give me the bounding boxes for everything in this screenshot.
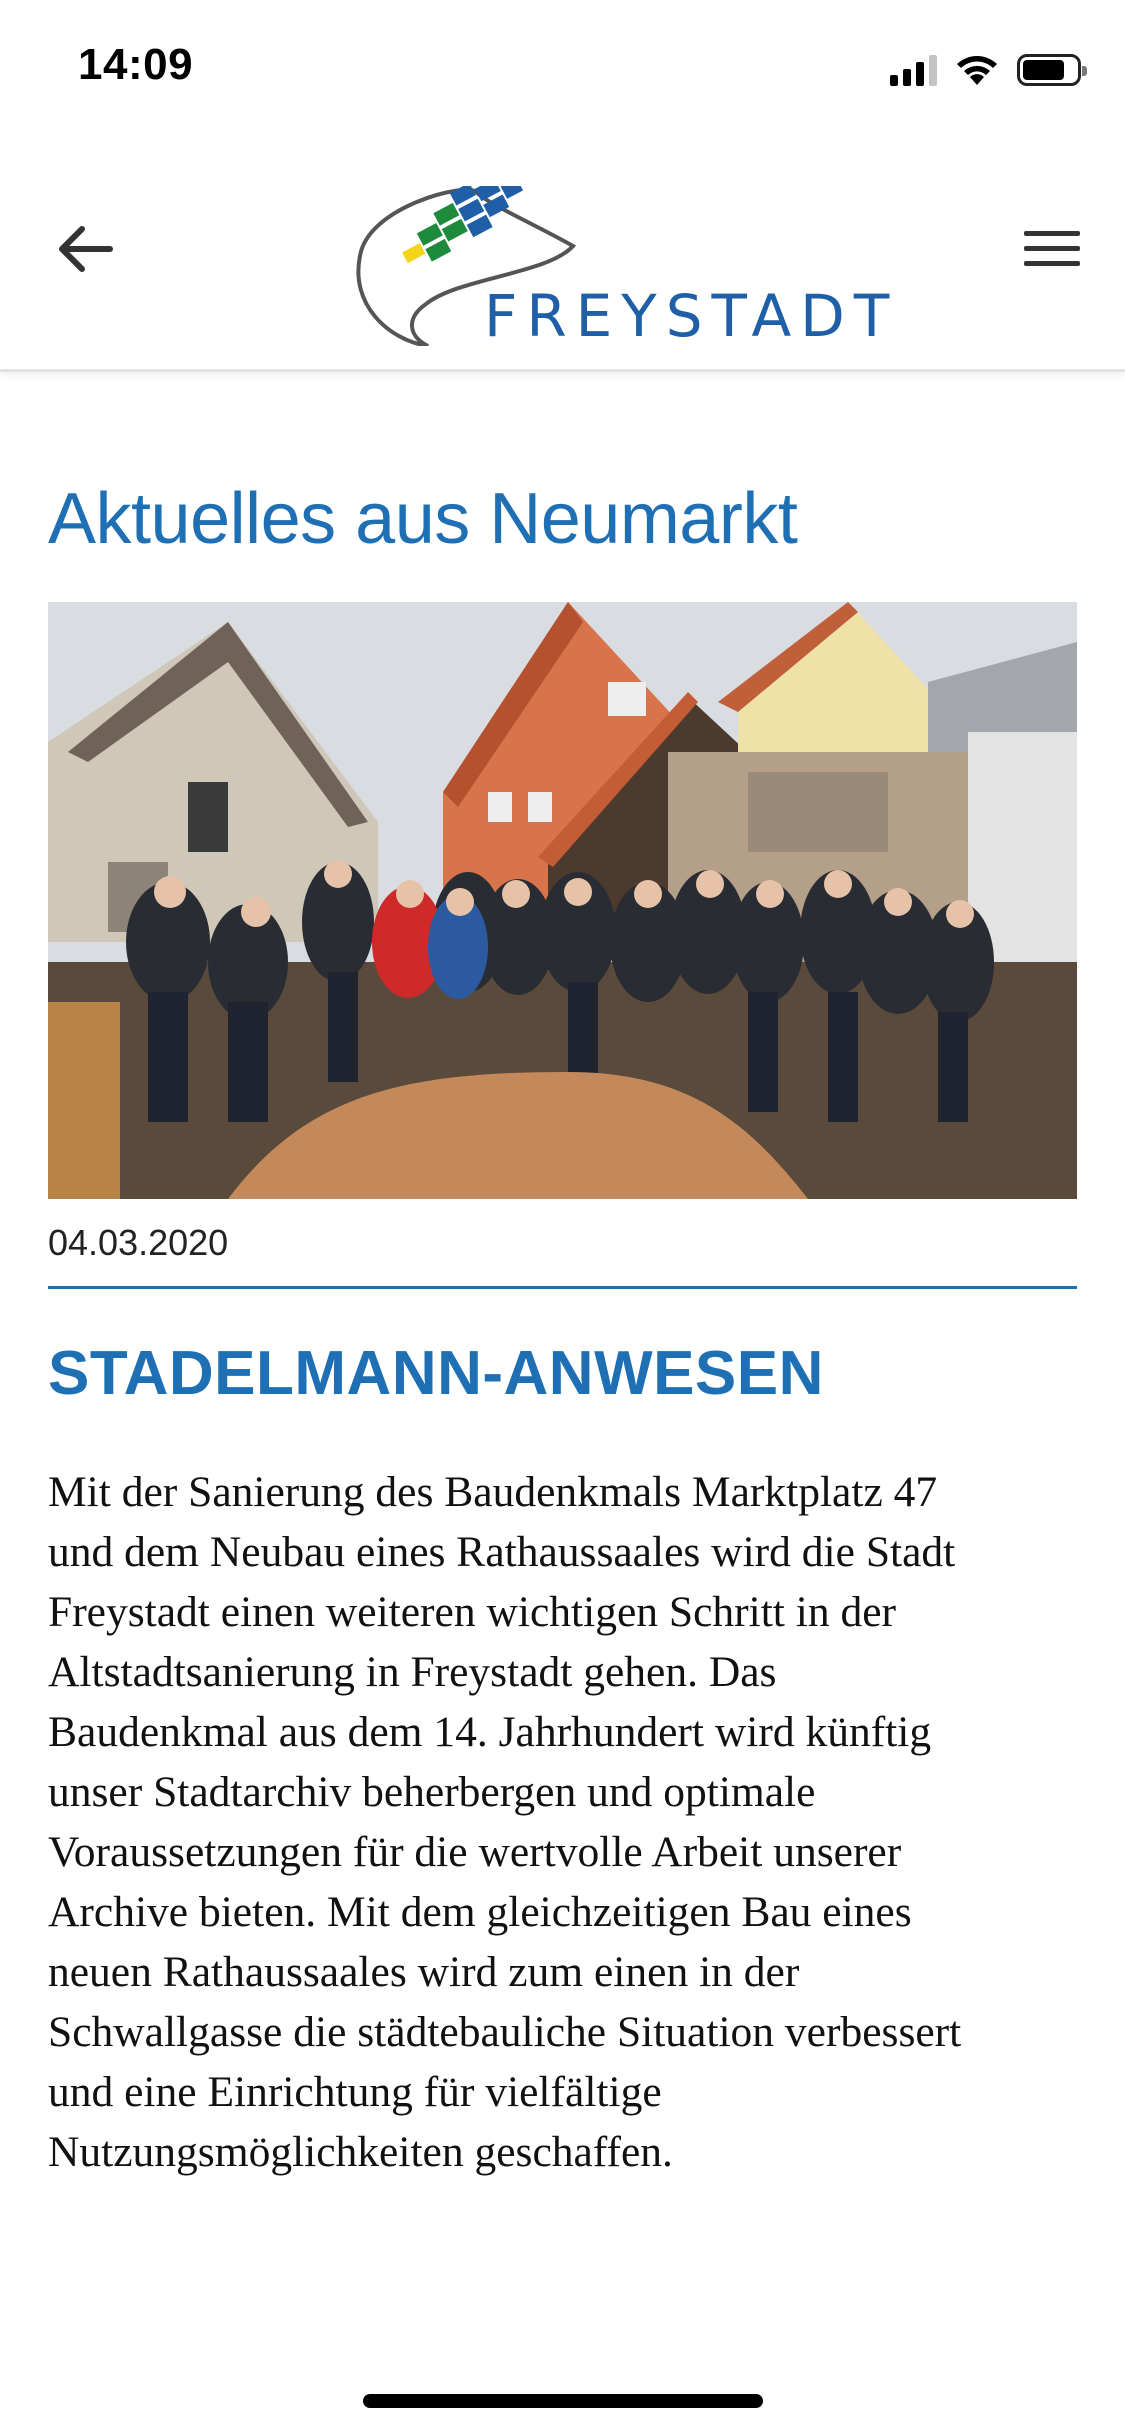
article-heading: STADELMANN-ANWESEN <box>48 1339 824 1408</box>
article-date: 04.03.2020 <box>48 1222 229 1263</box>
article-image[interactable] <box>48 602 1077 1199</box>
home-indicator[interactable] <box>363 2394 763 2408</box>
status-icons <box>890 50 1081 90</box>
divider <box>48 1286 1077 1289</box>
body-line: Voraussetzungen für die wertvolle Arbeit unserer <box>48 1828 902 1876</box>
hamburger-menu-icon <box>1024 229 1080 269</box>
body-line: und dem Neubau eines Rathaussaales wird die Stadt <box>48 1528 956 1576</box>
body-line: neuen Rathaussaales wird zum einen in der <box>48 1948 800 1996</box>
back-button[interactable] <box>50 214 120 284</box>
body-line: Schwallgasse die städtebauliche Situation verbessert <box>48 2008 962 2056</box>
body-line: unser Stadtarchiv beherbergen und optimale <box>48 1768 816 1816</box>
article-body <box>48 1462 1088 2182</box>
body-line: Mit der Sanierung des Baudenkmals Marktplatz 47 <box>48 1468 938 1516</box>
status-bar <box>0 0 1125 132</box>
status-time: 14:09 <box>78 40 194 89</box>
body-line: Archive bieten. Mit dem gleichzeitigen Bau eines <box>48 1888 912 1936</box>
body-line: und eine Einrichtung für vielfältige <box>48 2068 662 2116</box>
wifi-icon <box>955 53 999 87</box>
photo-groundbreaking-ceremony <box>48 602 1077 1199</box>
body-line: Freystadt einen weiteren wichtigen Schritt in der <box>48 1588 896 1636</box>
page-title: Aktuelles aus Neumarkt <box>48 479 798 559</box>
body-line: Baudenkmal aus dem 14. Jahrhundert wird künftig <box>48 1708 932 1756</box>
app-header <box>0 132 1125 372</box>
logo-text: FREYSTADT <box>484 282 899 350</box>
battery-icon <box>1017 54 1081 86</box>
body-line: Nutzungsmöglichkeiten geschaffen. <box>48 2128 673 2176</box>
freystadt-logo[interactable] <box>348 186 899 350</box>
cellular-signal-icon <box>890 54 937 86</box>
menu-button[interactable] <box>1017 214 1087 284</box>
arrow-left-icon <box>56 224 114 274</box>
body-line: Altstadtsanierung in Freystadt gehen. Das <box>48 1648 777 1696</box>
